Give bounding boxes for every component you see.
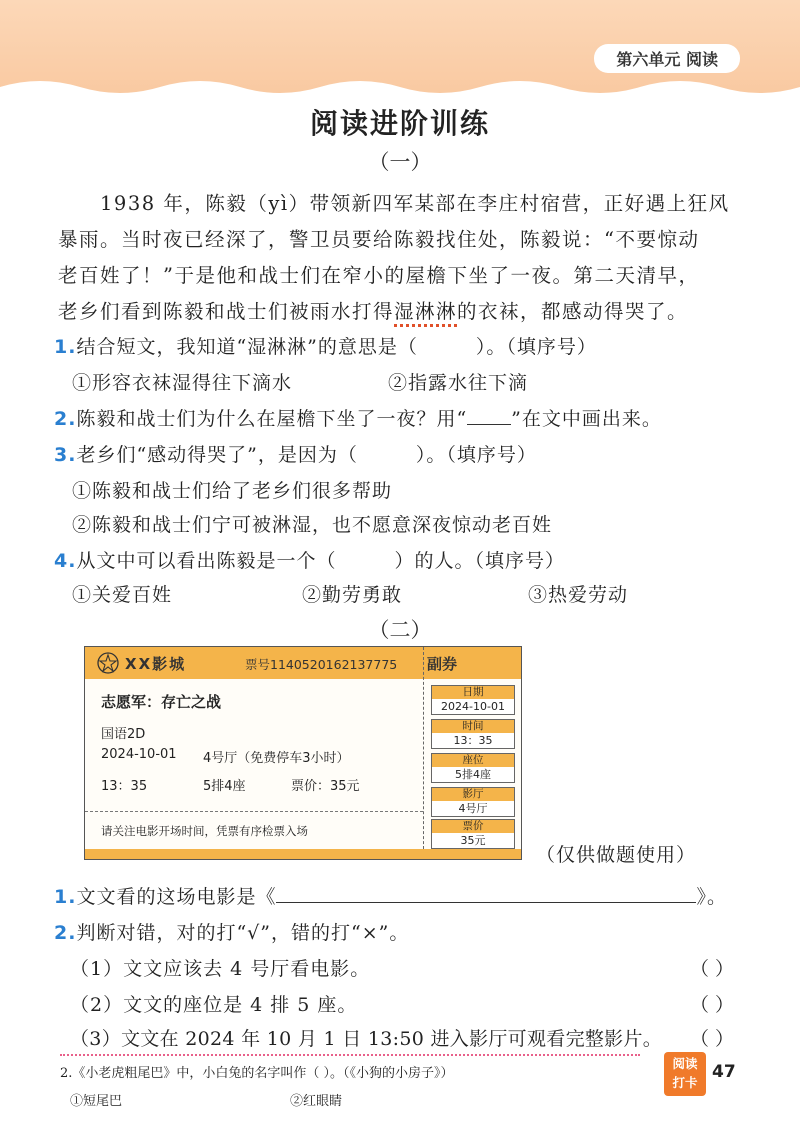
judge-slot-2[interactable]: （ ）: [689, 994, 734, 1016]
stub-price-value: 35元: [460, 834, 486, 847]
passage-line-4-a: 老乡们看到陈毅和战士们被雨水打得: [58, 300, 395, 323]
s2-question-2-number: 2.: [54, 922, 77, 944]
footer-option-1: ①短尾巴: [70, 1094, 123, 1109]
stub-date-value: 2024-10-01: [441, 700, 505, 713]
ticket-bottom-band: [85, 849, 521, 859]
stub-date-label: 日期: [432, 686, 514, 699]
page-header-band: [0, 0, 800, 95]
stub-date: [431, 685, 515, 715]
question-1-text-a: 结合短文，我知道“湿淋淋”的意思是（: [76, 336, 418, 358]
s2-question-2: [54, 918, 409, 945]
q3-option-2: ②陈毅和战士们宁可被淋湿，也不愿意深夜惊动老百姓: [72, 514, 553, 536]
unit-tag: 第六单元 阅读: [594, 44, 740, 73]
stub-title: 副券: [427, 655, 458, 673]
judge-slot-1[interactable]: （ ）: [689, 958, 734, 980]
stub-hall-value: 4号厅: [458, 802, 488, 815]
passage-line-4-c: 的衣袜，都感动得哭了。: [457, 300, 689, 323]
stub-hall-label: 影厅: [432, 788, 514, 801]
question-3-number: 3.: [54, 444, 77, 466]
section2-heading: （二）: [368, 618, 432, 642]
judge-item-3: （3）文文在 2024 年 10 月 1 日 13:50 进入影厅可观看完整影片。: [70, 1028, 663, 1050]
stub-time: [431, 719, 515, 749]
s2-question-1-number: 1.: [54, 886, 77, 908]
reading-checkin-badge: [664, 1052, 706, 1096]
question-2: [54, 404, 662, 431]
question-2-text-b: ”在文中画出来。: [511, 408, 662, 430]
stub-seat-value: 5排4座: [455, 768, 491, 781]
wave-edge-decoration: [0, 75, 800, 97]
q1-option-2: ②指露水往下滴: [388, 372, 529, 394]
question-4-text-a: 从文中可以看出陈毅是一个（: [76, 550, 337, 572]
footer-question: 2.《小老虎粗尾巴》中，小白兔的名字叫作（ ）。（《小狗的小房子》）: [60, 1066, 454, 1081]
judge-item-2: （2）文文的座位是 4 排 5 座。: [70, 994, 358, 1016]
q3-option-1: ①陈毅和战士们给了老乡们很多帮助: [72, 480, 393, 502]
answer-slot-film-title[interactable]: [276, 884, 696, 903]
ticket-number: 票号1140520162137775: [245, 657, 398, 672]
ticket-divider: [85, 811, 423, 812]
question-4: [54, 546, 565, 573]
ticket-header: [85, 647, 521, 679]
show-time: 13：35: [101, 779, 148, 794]
ticket-note: （仅供做题使用）: [536, 844, 697, 866]
keyword-shilinlin: 湿淋淋: [394, 300, 458, 323]
cinema-name: XX影城: [125, 655, 187, 673]
show-date: 2024-10-01: [101, 747, 177, 762]
question-4-text-b: ）的人。（填序号）: [394, 550, 565, 572]
section1-heading: （一）: [368, 150, 432, 174]
movie-ticket: [84, 646, 522, 860]
stub-seat-label: 座位: [432, 754, 514, 767]
question-2-number: 2.: [54, 408, 77, 430]
film-language: 国语2D: [101, 727, 146, 742]
ticket-notice: 请关注电影开场时间，凭票有序检票入场: [101, 824, 308, 838]
stub-time-label: 时间: [432, 720, 514, 733]
s2-question-1-text-a: 文文看的这场电影是《: [76, 886, 277, 908]
question-1: [54, 332, 597, 359]
film-title: 志愿军：存亡之战: [101, 693, 222, 711]
price-info: 票价：35元: [291, 779, 360, 794]
q4-option-2: ②勤劳勇敢: [302, 584, 403, 606]
judge-item-1: （1）文文应该去 4 号厅看电影。: [70, 958, 371, 980]
question-4-number: 4.: [54, 550, 77, 572]
hall-info: 4号厅（免费停车3小时）: [203, 751, 350, 766]
passage-line-4: [58, 296, 688, 324]
stub-hall: [431, 787, 515, 817]
q4-option-3: ③热爱劳动: [528, 584, 629, 606]
star-emblem-icon: [97, 652, 119, 674]
page-title: 阅读进阶训练: [309, 107, 490, 140]
underline-symbol: [467, 408, 511, 425]
stub-price-label: 票价: [432, 820, 514, 833]
passage-line-2: 暴雨。当时夜已经深了，警卫员要给陈毅找住处，陈毅说：“不要惊动: [58, 228, 700, 251]
passage-line-1: 1938 年，陈毅（yì）带领新四军某部在李庄村宿营，正好遇上狂风: [100, 192, 730, 215]
badge-line-2: 打卡: [672, 1075, 698, 1090]
s2-question-1: [54, 882, 727, 909]
footer-option-2: ②红眼睛: [290, 1094, 343, 1109]
stub-seat: [431, 753, 515, 783]
perforation-line: [423, 647, 424, 859]
stub-price: [431, 819, 515, 849]
footer-divider: [60, 1054, 640, 1056]
s2-question-1-text-b: 》。: [696, 886, 727, 908]
q4-option-1: ①关爱百姓: [72, 584, 173, 606]
question-2-text-a: 陈毅和战士们为什么在屋檐下坐了一夜？用“: [76, 408, 468, 430]
page-number: 47: [712, 1062, 736, 1082]
stub-time-value: 13：35: [453, 734, 493, 747]
question-1-number: 1.: [54, 336, 77, 358]
passage-line-3: 老百姓了！”于是他和战士们在窄小的屋檐下坐了一夜。第二天清早，: [58, 264, 700, 287]
question-1-text-b: ）。（填序号）: [475, 336, 597, 358]
judge-slot-3[interactable]: （ ）: [689, 1028, 734, 1050]
q1-option-1: ①形容衣袜湿得往下滴水: [72, 372, 293, 394]
question-3: [54, 440, 537, 467]
badge-line-1: 阅读: [672, 1056, 698, 1071]
question-3-text-b: ）。（填序号）: [415, 444, 537, 466]
question-3-text-a: 老乡们“感动得哭了”，是因为（: [76, 444, 358, 466]
seat-info: 5排4座: [203, 779, 246, 794]
s2-question-2-text: 判断对错，对的打“√”，错的打“×”。: [76, 922, 410, 944]
